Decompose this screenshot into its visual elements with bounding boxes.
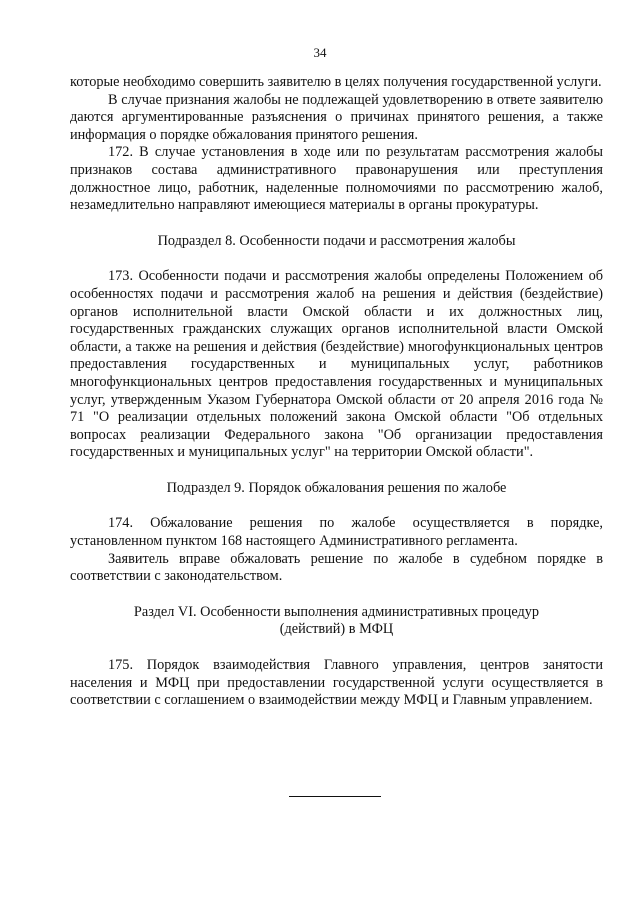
- paragraph-complaint-rejection: В случае признания жалобы не подлежащей удовлетворению в ответе заявителю даются аргументированные разъяснения о причинах принятого решения, а также информация о порядке обжалования принятого решения.: [70, 91, 603, 143]
- paragraph-173: 173. Особенности подачи и рассмотрения жалобы определены Положением об особенностях подачи и рассмотрения жалоб на решения и действия (бездействие) органов исполнительной власти Омской области и их должностных лиц, государственных гражданских служащих органов исполнительной власти Омской области, а также на решения и действия (бездействие) многофункциональных центров предоставления государственных и муниципальных услуг, работников многофункциональных центров предоставления государственных и муниципальных услуг, утвержденным Указом Губернатора Омской области от 20 апреля 2016 года № 71 "О реализации отдельных положений закона Омской области "Об отдельных вопросах реализации Федерального закона "Об организации предоставления государственных и муниципальных услуг" на территории Омской области".: [70, 268, 603, 461]
- paragraph-continuation: которые необходимо совершить заявителю в целях получения государственной услуги.: [70, 74, 602, 90]
- subsection-9-heading: Подраздел 9. Порядок обжалования решения по жалобе: [166, 479, 507, 496]
- section-6-heading-line1: Раздел VI. Особенности выполнения административных процедур: [133, 603, 540, 620]
- paragraph-174-appeal: Заявитель вправе обжаловать решение по жалобе в судебном порядке в соответствии с законодательством.: [70, 550, 603, 585]
- paragraph-175: 175. Порядок взаимодействия Главного управления, центров занятости населения и МФЦ при предоставлении государственной услуги осуществляется в соответствии с соглашением о взаимодействии между МФЦ и Главным управлением.: [70, 657, 603, 709]
- paragraph-174: 174. Обжалование решения по жалобе осуществляется в порядке, установленном пунктом 168 настоящего Административного регламента.: [70, 515, 603, 550]
- paragraph-172: 172. В случае установления в ходе или по результатам рассмотрения жалобы признаков состава административного правонарушения или преступления должностное лицо, работник, наделенные полномочиями по рассмотрению жалоб, незамедлительно направляют имеющиеся материалы в органы прокуратуры.: [70, 144, 603, 214]
- page-body: [70, 74, 603, 710]
- page-number: 34: [313, 45, 327, 60]
- subsection-8-heading: Подраздел 8. Особенности подачи и рассмотрения жалобы: [157, 232, 516, 249]
- section-6-heading-line2: (действий) в МФЦ: [279, 621, 394, 638]
- end-separator-line: [289, 796, 381, 797]
